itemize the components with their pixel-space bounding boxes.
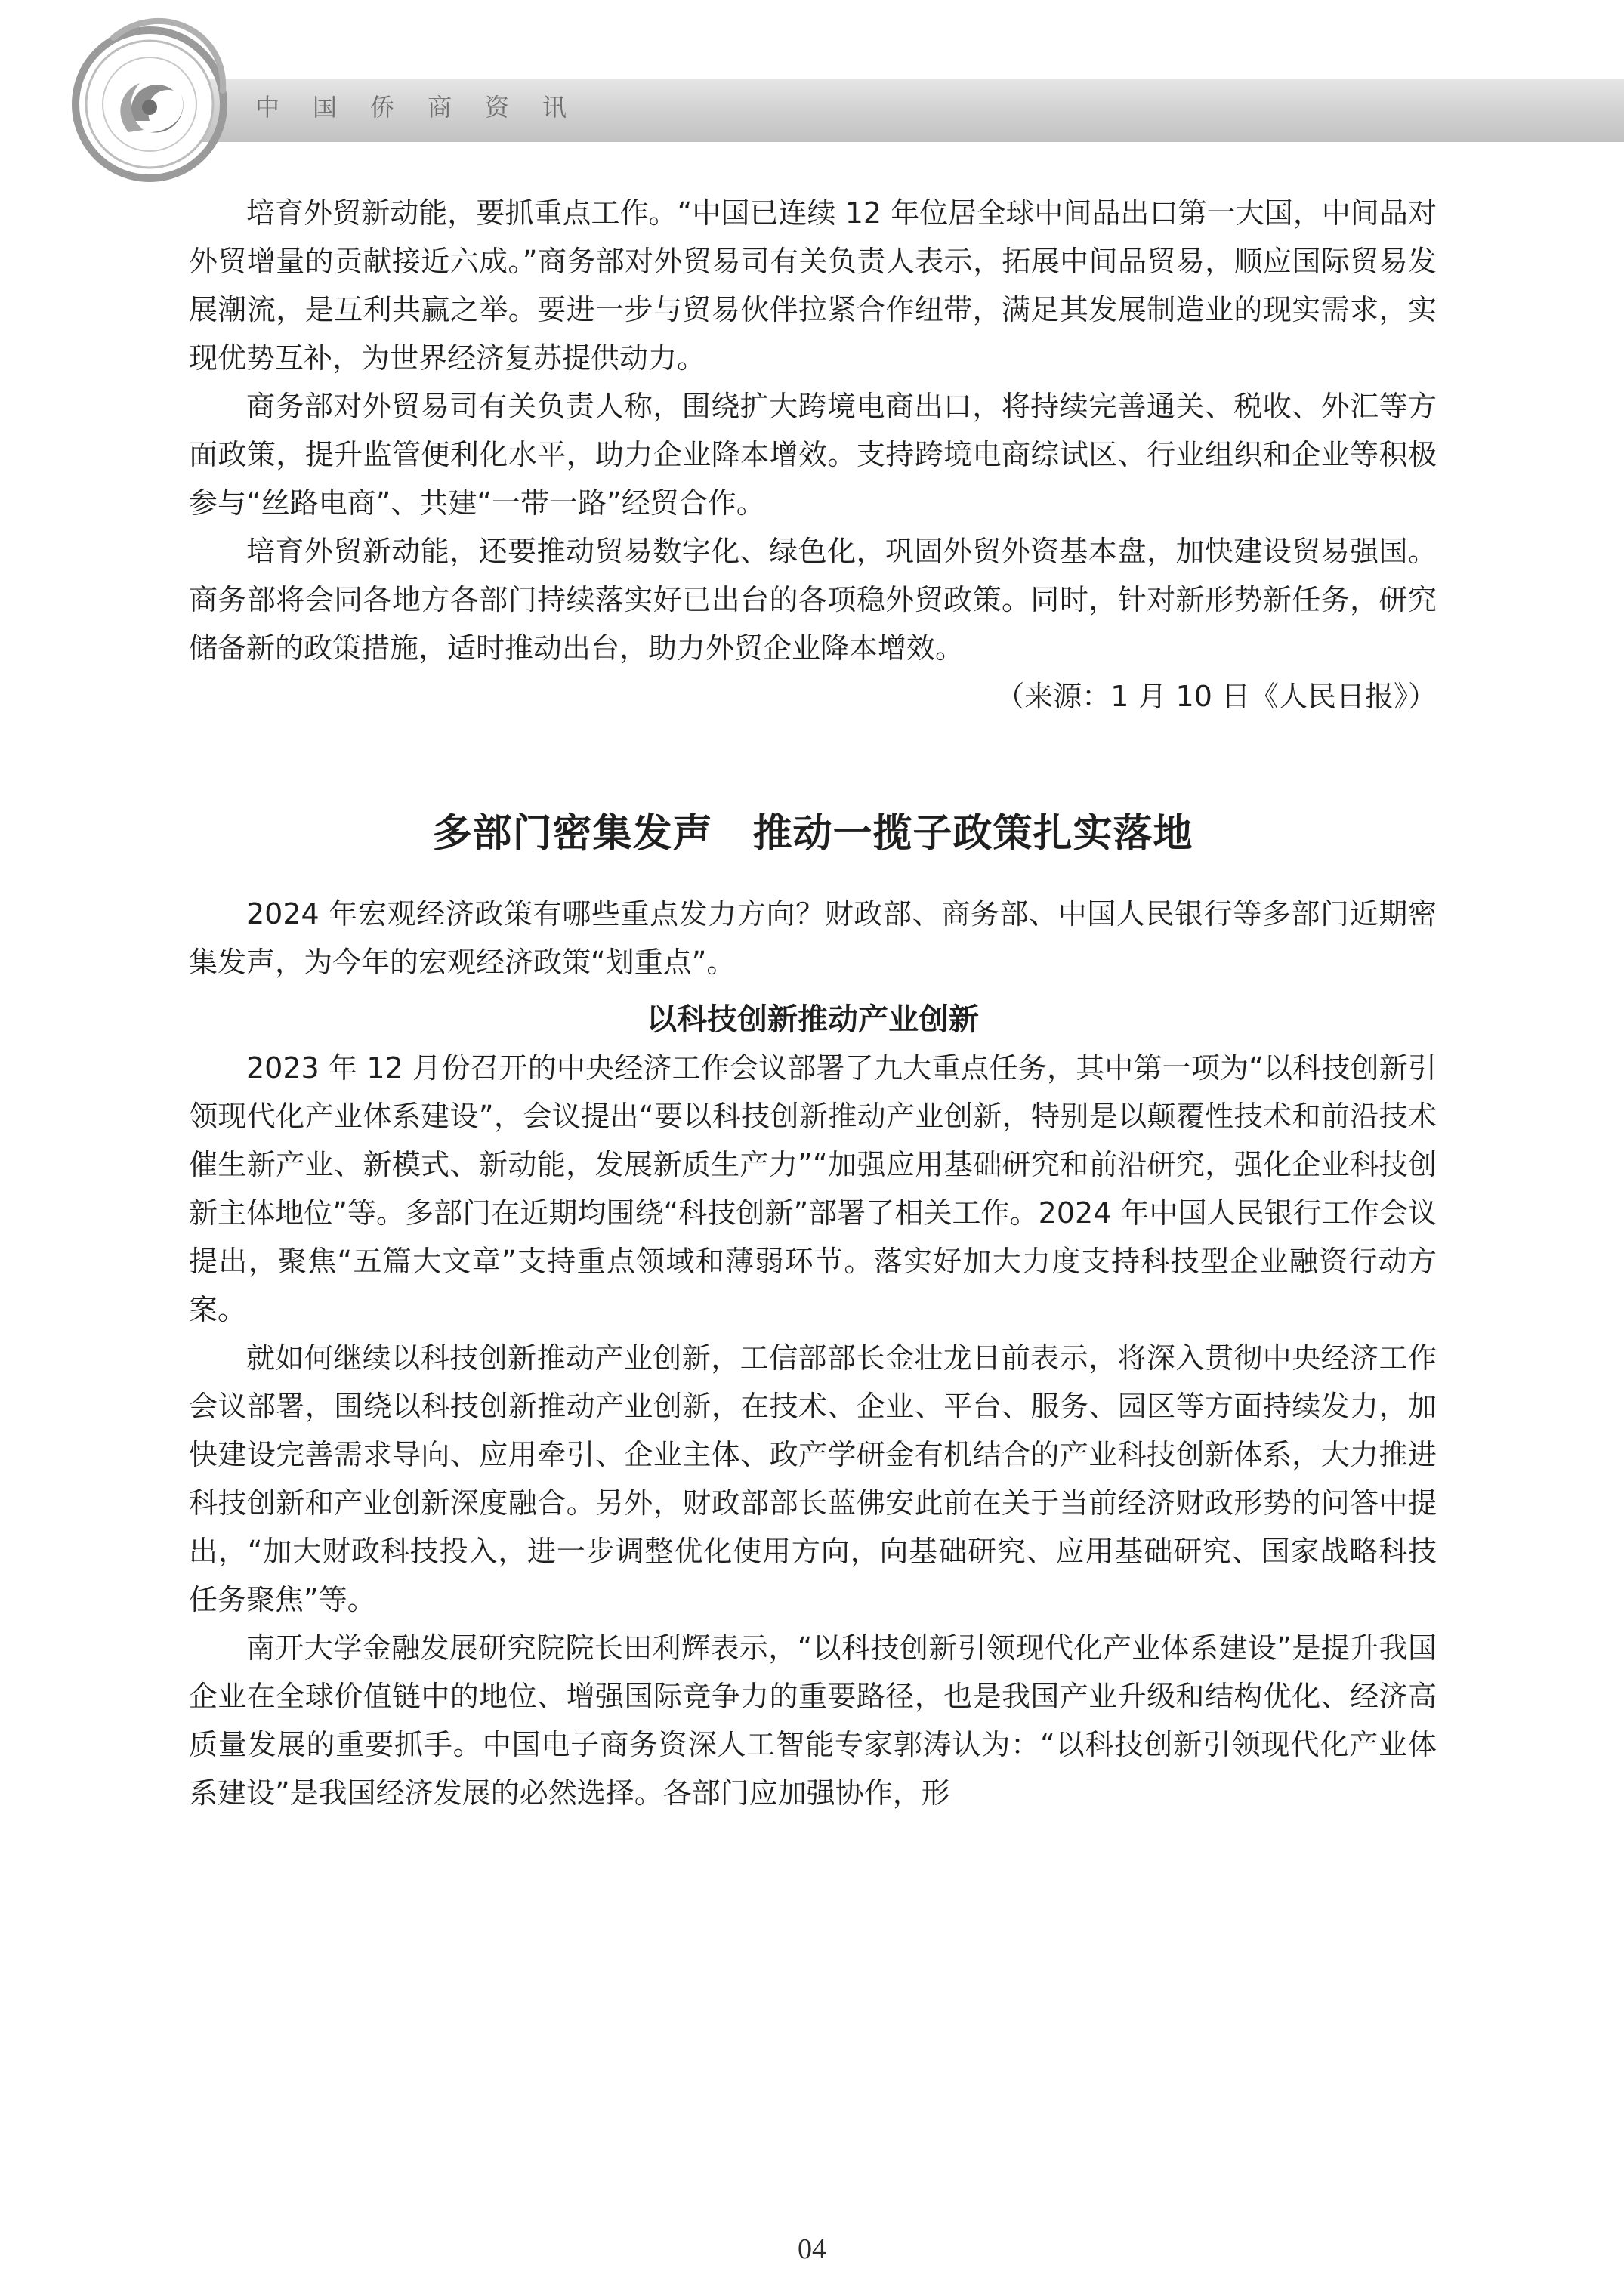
article1-paragraph-3: 培育外贸新动能，还要推动贸易数字化、绿色化，巩固外贸外资基本盘，加快建设贸易强国。商务部将会同各地方各部门持续落实好已出台的各项稳外贸政策。同时，针对新形势新任务，研究储备新的政策措施，适时推动出台，助力外贸企业降本增效。 <box>189 535 1437 665</box>
article1-paragraph-1: 培育外贸新动能，要抓重点工作。“中国已连续 12 年位居全球中间品出口第一大国，中间品对外贸增量的贡献接近六成。”商务部对外贸易司有关负责人表示，拓展中间品贸易，顺应国际贸易发展潮流，是互利共赢之举。要进一步与贸易伙伴拉紧合作纽带，满足其发展制造业的现实需求，实现优势互补，为世界经济复苏提供动力。 <box>189 196 1437 375</box>
page-number: 04 <box>798 2233 826 2265</box>
article1-source: （来源：1 月 10 日《人民日报》） <box>996 680 1437 713</box>
article2-subheading: 以科技创新推动产业创新 <box>647 1002 979 1037</box>
article2-paragraph-2: 就如何继续以科技创新推动产业创新，工信部部长金壮龙日前表示，将深入贯彻中央经济工作会议部署，围绕以科技创新推动产业创新，在技术、企业、平台、服务、园区等方面持续发力，加快建设完善需求导向、应用牵引、企业主体、政产学研金有机结合的产业科技创新体系，大力推进科技创新和产业创新深度融合。另外，财政部部长蓝佛安此前在关于当前经济财政形势的问答中提出，“加大财政科技投入，进一步调整优化使用方向，向基础研究、应用基础研究、国家战略科技任务聚焦”等。 <box>189 1341 1437 1616</box>
article2-paragraph-3: 南开大学金融发展研究院院长田利辉表示，“以科技创新引领现代化产业体系建设”是提升我国企业在全球价值链中的地位、增强国际竞争力的重要路径，也是我国产业升级和结构优化、经济高质量发展的重要抓手。中国电子商务资深人工智能专家郭涛认为：“以科技创新引领现代化产业体系建设”是我国经济发展的必然选择。各部门应加强协作，形 <box>189 1631 1437 1810</box>
page-content <box>189 189 1437 1817</box>
article2-intro: 2024 年宏观经济政策有哪些重点发力方向？财政部、商务部、中国人民银行等多部门近期密集发声，为今年的宏观经济政策“划重点”。 <box>189 897 1437 979</box>
article2-title: 多部门密集发声 推动一揽子政策扎实落地 <box>432 811 1193 856</box>
article1-paragraph-2: 商务部对外贸易司有关负责人称，围绕扩大跨境电商出口，将持续完善通关、税收、外汇等方面政策，提升监管便利化水平，助力企业降本增效。支持跨境电商综试区、行业组织和企业等积极参与“丝路电商”、共建“一带一路”经贸合作。 <box>189 390 1437 520</box>
association-logo <box>60 8 242 189</box>
header-title: 中国侨商资讯 <box>255 93 601 122</box>
article2-paragraph-1: 2023 年 12 月份召开的中央经济工作会议部署了九大重点任务，其中第一项为“以科技创新引领现代化产业体系建设”，会议提出“要以科技创新推动产业创新，特别是以颠覆性技术和前沿技术催生新产业、新模式、新动能，发展新质生产力”“加强应用基础研究和前沿研究，强化企业科技创新主体地位”等。多部门在近期均围绕“科技创新”部署了相关工作。2024 年中国人民银行工作会议提出，聚焦“五篇大文章”支持重点领域和薄弱环节。落实好加大力度支持科技型企业融资行动方案。 <box>189 1051 1437 1326</box>
